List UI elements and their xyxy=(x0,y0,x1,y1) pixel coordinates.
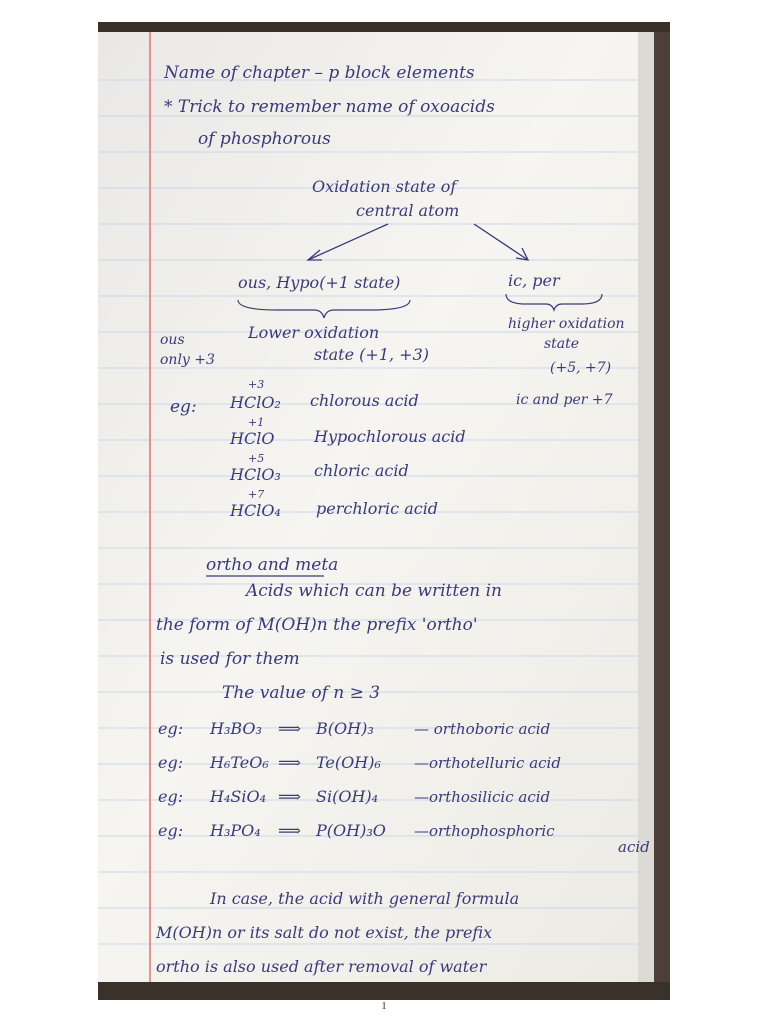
paragraph-1-line-1: Acids which can be written in xyxy=(246,581,502,601)
example-3-name: chloric acid xyxy=(314,461,409,480)
ortho-example-4-arrow: ⟹ xyxy=(278,821,301,840)
ortho-example-3-name: —orthosilicic acid xyxy=(414,788,551,806)
ortho-example-2-formula: H₆TeO₆ xyxy=(210,753,269,772)
ortho-example-3-eg: eg: xyxy=(158,787,184,806)
right-branch-label: ic, per xyxy=(508,271,560,290)
eg-label: eg: xyxy=(170,397,197,417)
ortho-example-1-formula: H₃BO₃ xyxy=(210,719,262,738)
ortho-example-3-arrow: ⟹ xyxy=(278,787,301,806)
chapter-title: Name of chapter – p block elements xyxy=(164,63,475,83)
example-2-oxidation: +1 xyxy=(248,416,265,429)
ortho-meta-heading: ortho and meta xyxy=(206,555,339,575)
paragraph-1-line-3: is used for them xyxy=(160,649,300,669)
ortho-example-2-name: —orthotelluric acid xyxy=(414,754,561,772)
ortho-example-1-arrow: ⟹ xyxy=(278,719,301,738)
ortho-example-1-name: — orthoboric acid xyxy=(414,720,551,738)
ortho-example-3-form: Si(OH)₄ xyxy=(316,787,379,806)
example-4-oxidation: +7 xyxy=(248,488,265,501)
example-4-name: perchloric acid xyxy=(316,499,439,518)
higher-oxidation-line-1: higher oxidation xyxy=(508,316,625,332)
lower-oxidation-line-2: state (+1, +3) xyxy=(314,345,429,364)
paragraph-2-line-2: M(OH)n or its salt do not exist, the prefix xyxy=(156,923,493,942)
higher-oxidation-line-2: state xyxy=(544,336,580,352)
lower-oxidation-line-1: Lower oxidation xyxy=(248,323,380,342)
example-1-formula: HClO₂ xyxy=(230,393,281,412)
ortho-example-2-arrow: ⟹ xyxy=(278,753,301,772)
ortho-example-4-form: P(OH)₃O xyxy=(316,821,386,840)
example-1-name: chlorous acid xyxy=(310,391,419,410)
paragraph-1-line-2: the form of M(OH)n the prefix 'ortho' xyxy=(156,615,478,635)
ous-only-line-1: ous xyxy=(160,332,185,348)
trick-line-2: of phosphorous xyxy=(198,129,331,149)
orthophosphoric-acid-suffix: acid xyxy=(618,838,650,856)
notebook-page-photo xyxy=(98,22,670,1000)
ortho-example-1-form: B(OH)₃ xyxy=(316,719,374,738)
ous-only-line-2: only +3 xyxy=(160,352,215,368)
example-2-name: Hypochlorous acid xyxy=(314,427,466,446)
example-2-formula: HClO xyxy=(230,429,275,448)
higher-oxidation-line-3: (+5, +7) xyxy=(550,360,612,376)
value-of-n-line: The value of n ≥ 3 xyxy=(222,683,381,703)
diagram-top-line-2: central atom xyxy=(356,201,460,220)
page-number: 1 xyxy=(381,1000,387,1012)
left-branch-label: ous, Hypo(+1 state) xyxy=(238,273,401,292)
example-3-oxidation: +5 xyxy=(248,452,265,465)
ortho-example-2-eg: eg: xyxy=(158,753,184,772)
paragraph-2-line-3: ortho is also used after removal of water xyxy=(156,957,487,976)
diagram-top-line-1: Oxidation state of xyxy=(312,177,457,196)
trick-line-1: * Trick to remember name of oxoacids xyxy=(164,97,495,117)
ortho-example-2-form: Te(OH)₆ xyxy=(316,753,381,772)
example-3-formula: HClO₃ xyxy=(230,465,281,484)
ic-per-note: ic and per +7 xyxy=(516,392,613,408)
example-1-oxidation: +3 xyxy=(248,378,265,391)
example-4-formula: HClO₄ xyxy=(230,501,281,520)
ortho-example-4-name: —orthophosphoric xyxy=(414,822,555,840)
ortho-example-1-eg: eg: xyxy=(158,719,184,738)
paragraph-2-line-1: In case, the acid with general formula xyxy=(210,889,520,908)
ortho-example-3-formula: H₄SiO₄ xyxy=(210,787,266,806)
ortho-example-4-formula: H₃PO₄ xyxy=(210,821,261,840)
ortho-example-4-eg: eg: xyxy=(158,821,184,840)
